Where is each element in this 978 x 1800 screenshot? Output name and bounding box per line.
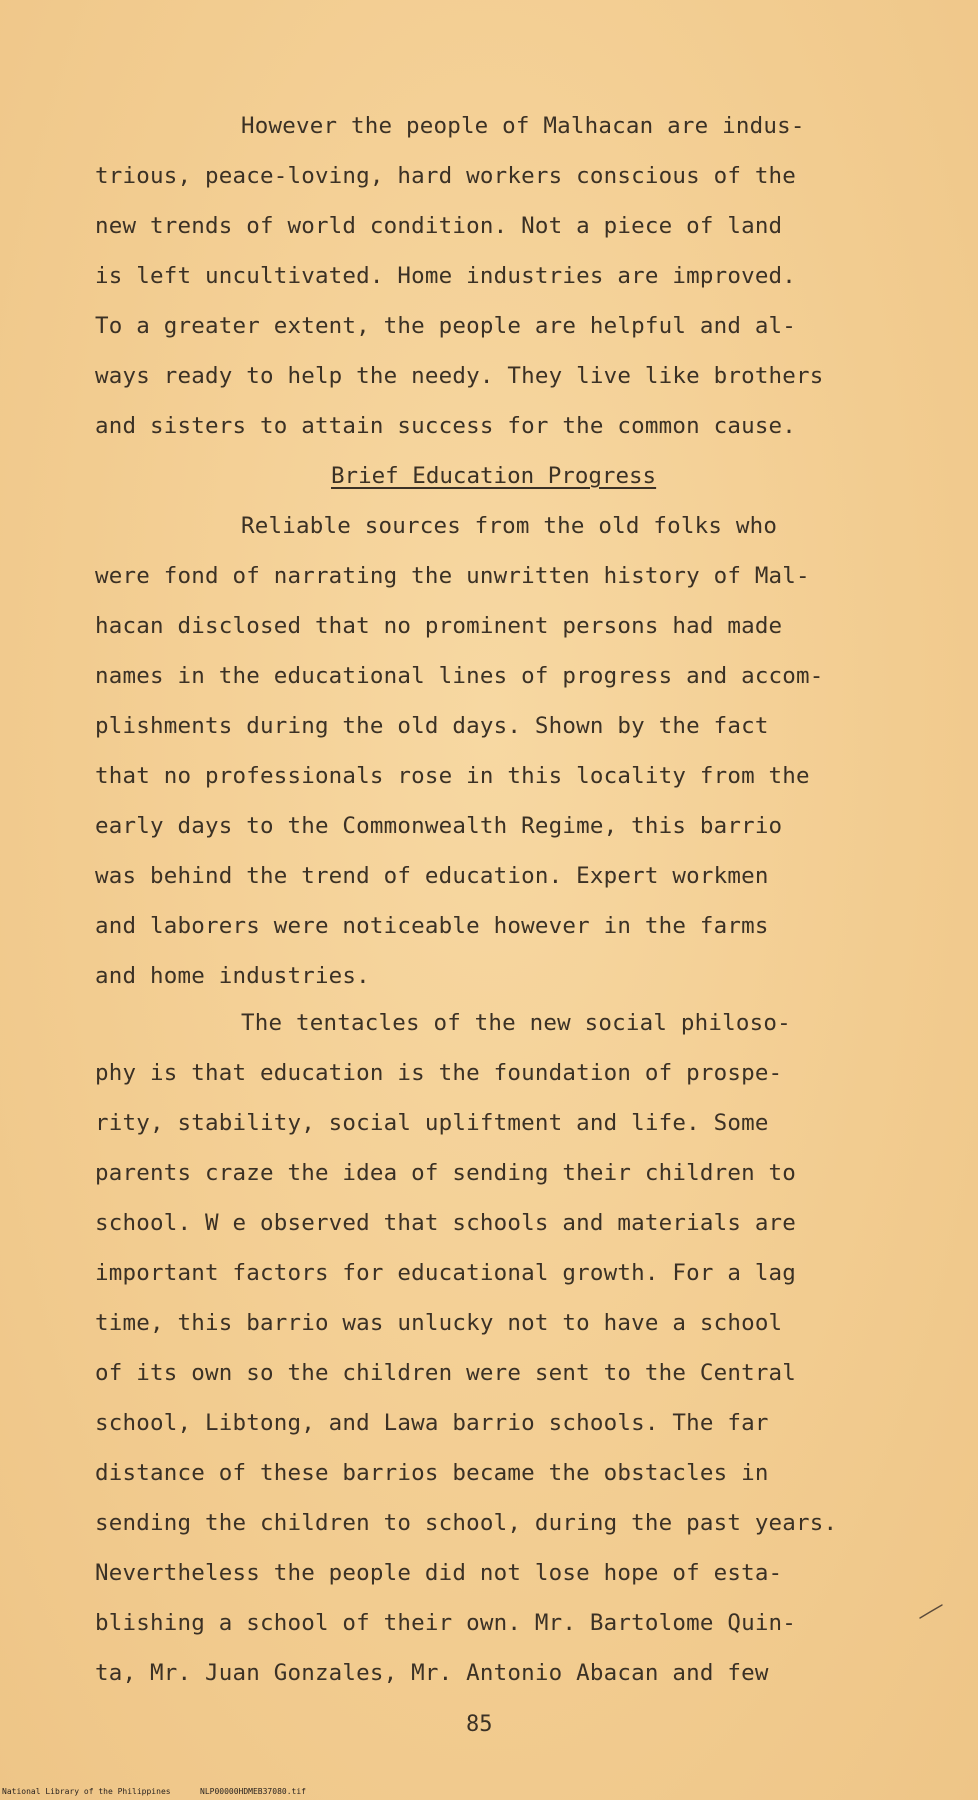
paragraph-2-line-5: plishments during the old days. Shown by the fact: [95, 713, 769, 739]
paragraph-3-line-9: school, Libtong, and Lawa barrio schools. The far: [95, 1410, 769, 1436]
paragraph-1-line-6: ways ready to help the needy. They live like brothers: [95, 363, 824, 389]
page-number: 85: [466, 1712, 493, 1737]
paragraph-2-line-1: Reliable sources from the old folks who: [241, 513, 778, 539]
paragraph-3-line-1: The tentacles of the new social philoso-: [241, 1010, 791, 1036]
section-heading: Brief Education Progress: [331, 463, 657, 489]
paragraph-3-line-3: rity, stability, social upliftment and life. Some: [95, 1110, 769, 1136]
paragraph-2-line-9: and laborers were noticeable however in the farms: [95, 913, 769, 939]
paragraph-3-line-2: phy is that education is the foundation of prospe-: [95, 1060, 783, 1086]
paragraph-3-line-14: ta, Mr. Juan Gonzales, Mr. Antonio Abacan and few: [95, 1660, 769, 1686]
paragraph-3-line-13: blishing a school of their own. Mr. Bartolome Quin-: [95, 1610, 797, 1636]
paragraph-3-line-4: parents craze the idea of sending their children to: [95, 1160, 797, 1186]
paragraph-3-line-6: important factors for educational growth. For a lag: [95, 1260, 797, 1286]
paragraph-2-line-6: that no professionals rose in this locality from the: [95, 763, 810, 789]
paragraph-2-line-8: was behind the trend of education. Expert workmen: [95, 863, 769, 889]
paragraph-3-line-7: time, this barrio was unlucky not to have a school: [95, 1310, 783, 1336]
paragraph-3-line-8: of its own so the children were sent to the Central: [95, 1360, 797, 1386]
paragraph-3-line-12: Nevertheless the people did not lose hope of esta-: [95, 1560, 783, 1586]
paragraph-3-line-10: distance of these barrios became the obstacles in: [95, 1460, 769, 1486]
paragraph-1-line-5: To a greater extent, the people are helpful and al-: [95, 313, 797, 339]
paragraph-2-line-3: hacan disclosed that no prominent persons had made: [95, 613, 783, 639]
paragraph-2-line-7: early days to the Commonwealth Regime, this barrio: [95, 813, 783, 839]
paragraph-1-line-4: is left uncultivated. Home industries are improved.: [95, 263, 797, 289]
paragraph-1-line-7: and sisters to attain success for the common cause.: [95, 413, 797, 439]
paragraph-3-line-5: school. W e observed that schools and materials are: [95, 1210, 797, 1236]
footer-file-id: NLP00000HDMEB37080.tif: [200, 1787, 306, 1796]
paragraph-1-line-3: new trends of world condition. Not a piece of land: [95, 213, 783, 239]
footer-library-name: National Library of the Philippines: [2, 1787, 171, 1796]
paragraph-2-line-2: were fond of narrating the unwritten history of Mal-: [95, 563, 810, 589]
paragraph-3-line-11: sending the children to school, during the past years.: [95, 1510, 838, 1536]
paragraph-2-line-10: and home industries.: [95, 963, 370, 989]
margin-tick-mark: [918, 1603, 944, 1621]
paragraph-1-line-2: trious, peace-loving, hard workers conscious of the: [95, 163, 797, 189]
paragraph-1-line-1: However the people of Malhacan are indus-: [241, 113, 805, 139]
paragraph-2-line-4: names in the educational lines of progress and accom-: [95, 663, 824, 689]
